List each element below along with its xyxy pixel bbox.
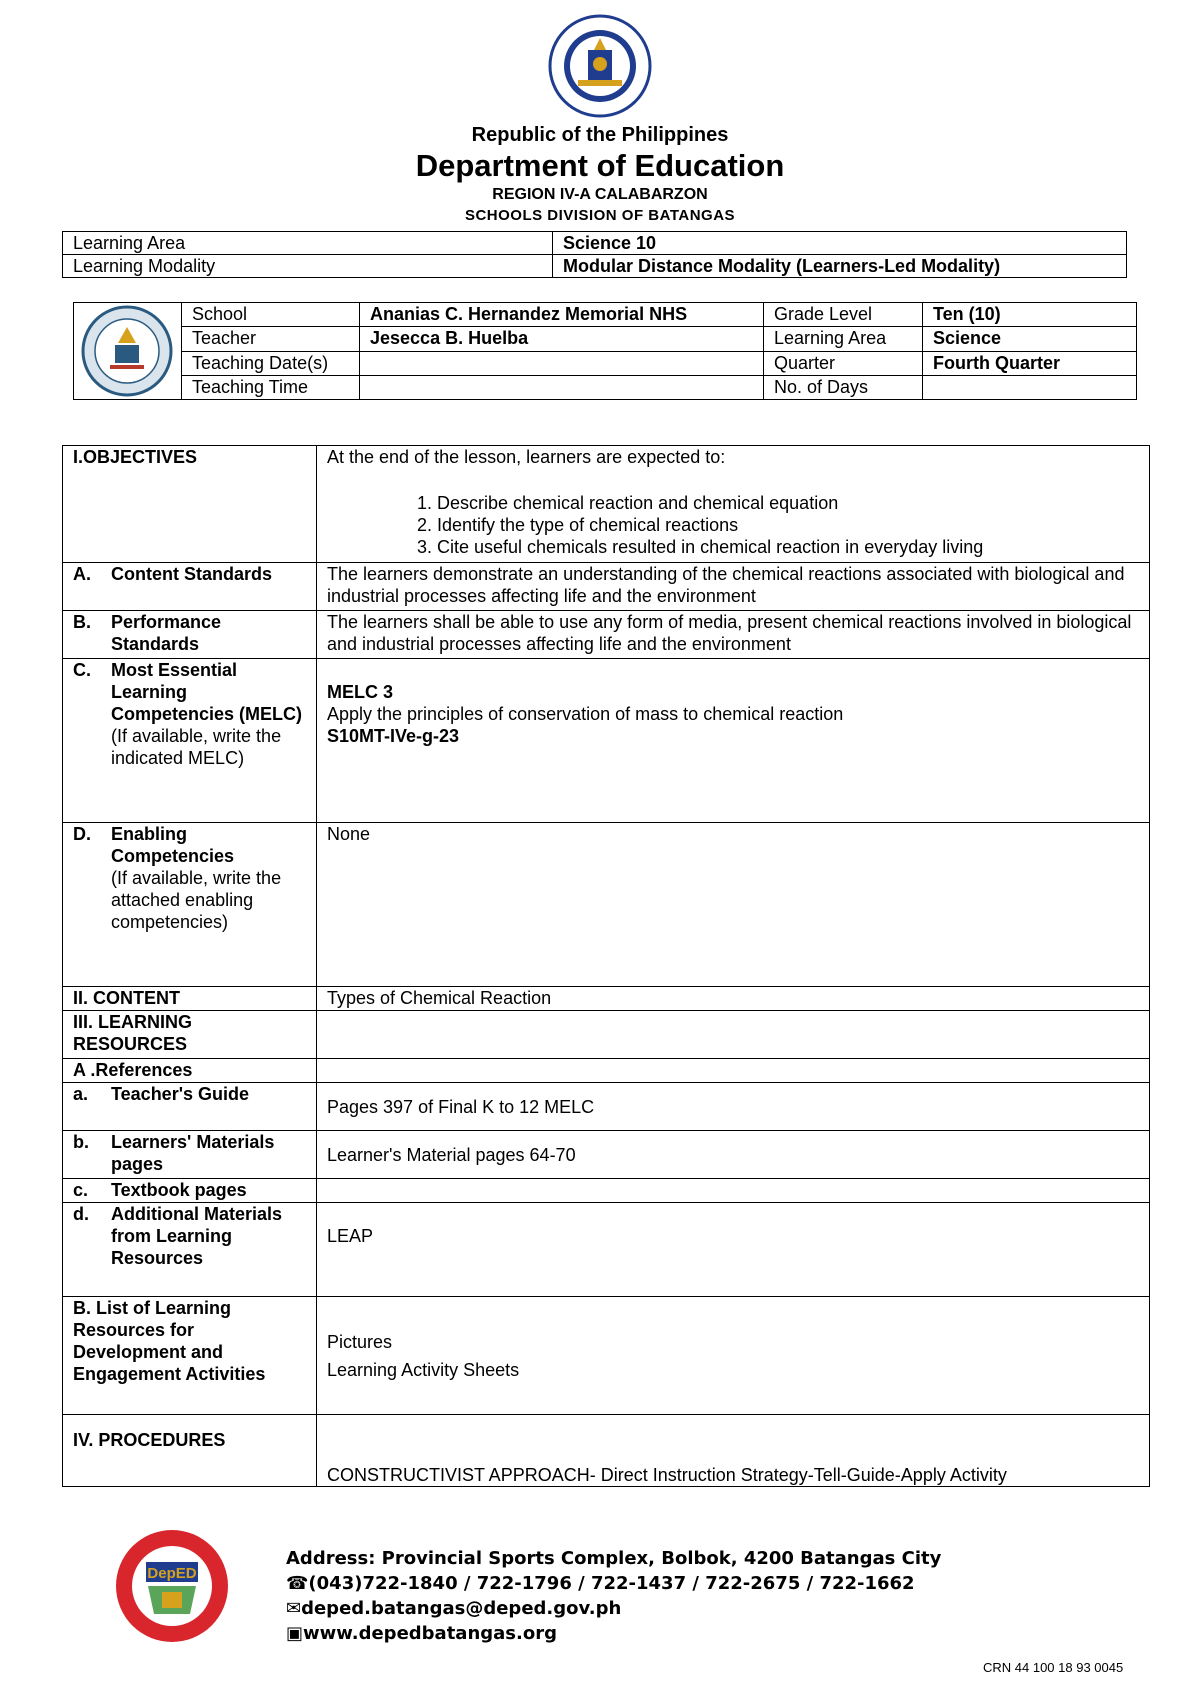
melc-code-title: MELC 3	[327, 682, 394, 702]
school-label: School	[182, 303, 360, 327]
division-logo	[114, 1528, 230, 1644]
content-standards-label: A. Content Standards	[63, 563, 317, 611]
division-line: SCHOOLS DIVISION OF BATANGAS	[464, 207, 736, 224]
learners-materials-label: b. Learners' Materials pages	[63, 1131, 317, 1179]
learning-area-label: Learning Area	[63, 232, 553, 255]
footer-contact	[286, 1546, 941, 1646]
footer-phone: (043)722-1840 / 722-1796 / 722-1437 / 722-2675 / 722-1662	[308, 1573, 915, 1594]
email-icon: ✉	[286, 1598, 302, 1619]
no-of-days-label: No. of Days	[764, 375, 923, 399]
learning-area-table	[62, 231, 1127, 278]
objectives-list	[327, 492, 1139, 558]
learning-area-value-2: Science	[923, 327, 1137, 351]
content-standards-value: The learners demonstrate an understanding of the chemical reactions associated with biological and industrial processes affecting life and the environment	[317, 563, 1150, 611]
teachers-guide-label: a. Teacher's Guide	[63, 1083, 317, 1131]
footer-address: Address: Provincial Sports Complex, Bolbok, 4200 Batangas City	[286, 1548, 942, 1569]
learning-resources-label: III. LEARNING RESOURCES	[63, 1011, 317, 1059]
no-of-days-value	[923, 375, 1137, 399]
department-title: Department of Education	[415, 148, 785, 183]
teaching-date-label: Teaching Date(s)	[182, 351, 360, 375]
content-label: II. CONTENT	[63, 987, 317, 1011]
procedures-value: CONSTRUCTIVIST APPROACH- Direct Instruction Strategy-Tell-Guide-Apply Activity	[317, 1415, 1150, 1487]
quarter-value: Fourth Quarter	[923, 351, 1137, 375]
phone-icon: ☎	[286, 1573, 309, 1594]
performance-standards-label: B. Performance Standards	[63, 611, 317, 659]
teacher-value: Jesecca B. Huelba	[360, 327, 764, 351]
teaching-time-label: Teaching Time	[182, 375, 360, 399]
additional-materials-label: d. Additional Materials from Learning Resources	[63, 1203, 317, 1297]
quarter-label: Quarter	[764, 351, 923, 375]
list-resources-label: B. List of Learning Resources for Development and Engagement Activities	[63, 1297, 317, 1415]
footer-website-row	[286, 1621, 941, 1646]
learners-materials-value: Learner's Material pages 64-70	[317, 1131, 1150, 1179]
objective-item: 1. Describe chemical reaction and chemical equation	[437, 492, 1139, 514]
crn-code: CRN 44 100 18 93 0045	[983, 1660, 1124, 1675]
objectives-cell	[317, 446, 1150, 563]
deped-seal	[548, 14, 652, 118]
textbook-pages-label: c. Textbook pages	[63, 1179, 317, 1203]
footer-email-link[interactable]: deped.batangas@deped.gov.ph	[301, 1598, 622, 1619]
references-value	[317, 1059, 1150, 1083]
learning-modality-label: Learning Modality	[63, 255, 553, 278]
learning-resources-value	[317, 1011, 1150, 1059]
teaching-time-value	[360, 375, 764, 399]
division-logo-text: DepED	[147, 1565, 197, 1582]
footer-website-link[interactable]: www.depedbatangas.org	[303, 1623, 557, 1644]
objective-item: 2. Identify the type of chemical reactions	[437, 514, 1139, 536]
list-resources-item: Learning Activity Sheets	[327, 1359, 520, 1380]
school-value: Ananias C. Hernandez Memorial NHS	[360, 303, 764, 327]
enabling-label: D. Enabling Competencies (If available, write the attached enabling competencies)	[63, 823, 317, 987]
grade-level-label: Grade Level	[764, 303, 923, 327]
enabling-value: None	[317, 823, 1150, 987]
objective-item: 3. Cite useful chemicals resulted in chemical reaction in everyday living	[437, 536, 1139, 558]
learning-area-label-2: Learning Area	[764, 327, 923, 351]
republic-line: Republic of the Philippines	[471, 124, 729, 146]
melc-cell	[317, 659, 1150, 823]
melc-note: (If available, write the indicated MELC)	[111, 726, 282, 768]
performance-standards-value: The learners shall be able to use any form of media, present chemical reactions involved in biological and industrial processes affecting life and the environment	[317, 611, 1150, 659]
grade-level-value: Ten (10)	[923, 303, 1137, 327]
footer-email-row	[286, 1596, 941, 1621]
objectives-intro: At the end of the lesson, learners are expected to:	[327, 447, 726, 467]
procedures-label: IV. PROCEDURES	[63, 1415, 317, 1487]
learning-area-value: Science 10	[553, 232, 1127, 255]
region-line: REGION IV-A CALABARZON	[492, 186, 708, 203]
list-resources-value	[317, 1297, 1150, 1415]
objectives-label: I.OBJECTIVES	[63, 446, 317, 563]
melc-code: S10MT-IVe-g-23	[327, 726, 460, 746]
textbook-pages-value	[317, 1179, 1150, 1203]
content-value: Types of Chemical Reaction	[317, 987, 1150, 1011]
melc-label: C. Most Essential Learning Competencies (MELC) (If available, write the indicated MELC)	[63, 659, 317, 823]
references-label: A .References	[63, 1059, 317, 1083]
school-logo-icon	[74, 303, 180, 399]
teaching-date-value	[360, 351, 764, 375]
additional-materials-value: LEAP	[317, 1203, 1150, 1297]
computer-icon: ▣	[286, 1623, 304, 1644]
list-resources-item: Pictures	[327, 1331, 393, 1352]
lesson-plan-table	[62, 445, 1150, 1487]
teacher-label: Teacher	[182, 327, 360, 351]
school-info-table	[73, 302, 1137, 400]
teachers-guide-value: Pages 397 of Final K to 12 MELC	[317, 1083, 1150, 1131]
footer-phone-row	[286, 1571, 941, 1596]
school-logo-cell	[74, 303, 182, 400]
enabling-note: (If available, write the attached enabling competencies)	[111, 868, 282, 932]
learning-modality-value: Modular Distance Modality (Learners-Led Modality)	[553, 255, 1127, 278]
melc-value: Apply the principles of conservation of mass to chemical reaction	[327, 704, 844, 724]
